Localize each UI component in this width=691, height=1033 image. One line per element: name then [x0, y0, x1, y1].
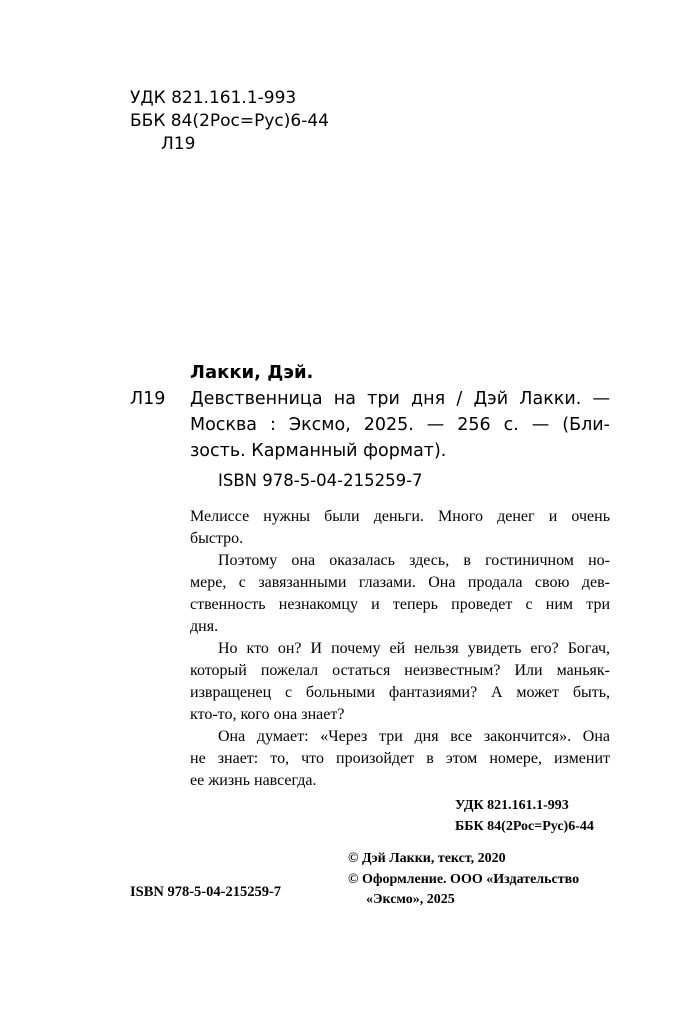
annotation-line: кто-то, кого она знает? — [190, 706, 345, 723]
bib-line-3: зость. Карманный формат). — [190, 441, 447, 461]
annotation-line: который пожелал остаться неизвестным? Или маньяк- — [190, 662, 610, 679]
annotation-line: не знает: то, что произойдет в этом номере, изменит — [190, 750, 610, 767]
bbk-code: ББК 84(2Рос=Рус)6-44 — [130, 111, 329, 131]
annotation-line: ственность незнакомцу и теперь проведет с ним три — [190, 596, 610, 613]
bib-line-1: Девственница на три дня / Дэй Лакки. — — [190, 389, 610, 409]
author-name: Лакки, Дэй. — [190, 362, 314, 383]
annotation-line: Но кто он? И почему ей нельзя увидеть его? Богач, — [218, 640, 610, 657]
annotation-line: дня. — [190, 618, 219, 635]
annotation-line: быстро. — [190, 530, 244, 547]
isbn-bottom: ISBN 978-5-04-215259-7 — [130, 884, 282, 900]
isbn: ISBN 978-5-04-215259-7 — [218, 471, 423, 490]
copyright-design-cont: «Эксмо», 2025 — [366, 892, 455, 907]
annotation-line: ее жизнь навсегда. — [190, 772, 317, 789]
copyright-text: © Дэй Лакки, текст, 2020 — [348, 851, 506, 866]
author-mark-left: Л19 — [130, 389, 166, 409]
copyright-design: © Оформление. ООО «Издательство — [348, 872, 580, 887]
annotation-line: Поэтому она оказалась здесь, в гостиничном но- — [218, 552, 610, 569]
bbk-code-right: ББК 84(2Рос=Рус)6-44 — [455, 819, 594, 834]
annotation-line: извращенец с больными фантазиями? А может быть, — [190, 684, 610, 701]
udk-code-right: УДК 821.161.1-993 — [455, 798, 569, 813]
annotation-line: Мелиссе нужны были деньги. Много денег и очень — [190, 508, 610, 525]
udk-code: УДК 821.161.1-993 — [130, 88, 297, 108]
bib-line-2: Москва : Эксмо, 2025. — 256 с. — (Бли- — [190, 415, 610, 435]
author-mark: Л19 — [161, 134, 196, 154]
annotation-line: мере, с завязанными глазами. Она продала свою дев- — [190, 574, 610, 591]
annotation-line: Она думает: «Через три дня все закончится». Она — [218, 728, 610, 745]
